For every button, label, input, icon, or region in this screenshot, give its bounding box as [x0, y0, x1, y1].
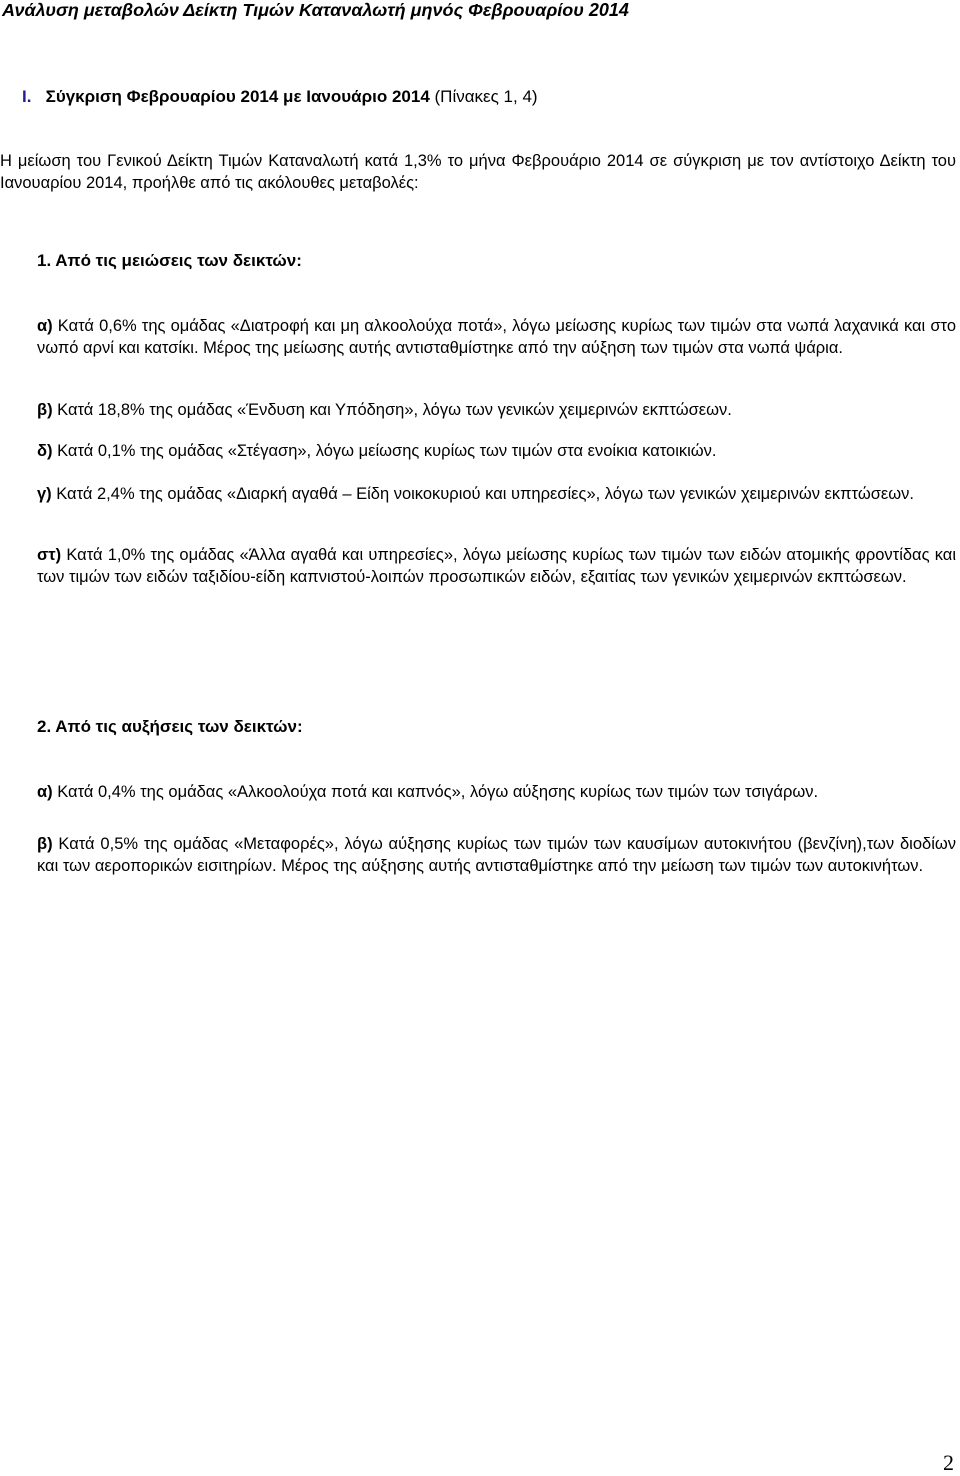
item-lead: β) — [37, 835, 53, 853]
decrease-item-b — [37, 399, 956, 421]
item-lead: α) — [37, 317, 53, 335]
item-lead: γ) — [37, 485, 52, 503]
decrease-item-g — [37, 483, 956, 505]
item-text: Κατά 0,4% της ομάδας «Αλκοολούχα ποτά και καπνός», λόγω αύξησης κυρίως των τιμών των τσιγάρων. — [52, 783, 819, 801]
item-lead: στ) — [37, 546, 62, 564]
item-text: Κατά 18,8% της ομάδας «Ένδυση και Υπόδηση», λόγω των γενικών χειμερινών εκπτώσεων. — [52, 401, 732, 419]
document-title: Ανάλυση μεταβολών Δείκτη Τιμών Καταναλωτή μηνός Φεβρουαρίου 2014 — [2, 0, 629, 20]
intro-paragraph: Η μείωση του Γενικού Δείκτη Τιμών Καταναλωτή κατά 1,3% το μήνα Φεβρουάριο 2014 σε σύγκριση με τον αντίστοιχο Δείκτη του Ιανουαρίου 2014, προήλθε από τις ακόλουθες μεταβολές: — [0, 152, 956, 192]
increases-heading: 2. Από τις αυξήσεις των δεικτών: — [37, 717, 303, 736]
item-lead: δ) — [37, 442, 53, 460]
item-lead: α) — [37, 783, 53, 801]
decreases-heading: 1. Από τις μειώσεις των δεικτών: — [37, 251, 302, 270]
section-heading-text: Σύγκριση Φεβρουαρίου 2014 με Ιανουάριο 2014 — [45, 87, 430, 106]
section-heading — [22, 87, 538, 107]
section-number: Ι. — [22, 87, 32, 106]
page-number: 2 — [943, 1450, 954, 1475]
decrease-item-st — [37, 544, 956, 588]
increase-item-a — [37, 781, 956, 803]
decrease-item-a — [37, 315, 956, 359]
increase-item-b — [37, 833, 956, 877]
item-text: Κατά 0,6% της ομάδας «Διατροφή και μη αλκοολούχα ποτά», λόγω μείωσης κυρίως των τιμών στα νωπά λαχανικά και στο νωπό αρνί και κατσίκι. Μέρος της μείωσης αυτής αντισταθμίστηκε από την αύξηση των τιμών στα νωπά ψάρια. — [37, 317, 956, 357]
section-heading-paren: (Πίνακες 1, 4) — [434, 87, 538, 106]
item-text: Κατά 0,5% της ομάδας «Μεταφορές», λόγω αύξησης κυρίως των τιμών των καυσίμων αυτοκινήτου (βενζίνη),των διοδίων και των αεροπορικών εισιτηρίων. Μέρος της αύξησης αυτής αντισταθμίστηκε από την μείωση των τιμών των αυτοκινήτων. — [37, 835, 956, 875]
item-text: Κατά 2,4% της ομάδας «Διαρκή αγαθά – Είδη νοικοκυριού και υπηρεσίες», λόγω των γενικών χειμερινών εκπτώσεων. — [51, 485, 914, 503]
decrease-item-d — [37, 440, 956, 462]
item-lead: β) — [37, 401, 53, 419]
item-text: Κατά 0,1% της ομάδας «Στέγαση», λόγω μείωσης κυρίως των τιμών στα ενοίκια κατοικιών. — [52, 442, 717, 460]
item-text: Κατά 1,0% της ομάδας «Άλλα αγαθά και υπηρεσίες», λόγω μείωσης κυρίως των τιμών των ειδών ατομικής φροντίδας και των τιμών των ειδών ταξιδίου-είδη καπνιστού-λοιπών προσωπικών ειδών, εξαιτίας των γενικών χειμερινών εκπτώσεων. — [37, 546, 956, 586]
